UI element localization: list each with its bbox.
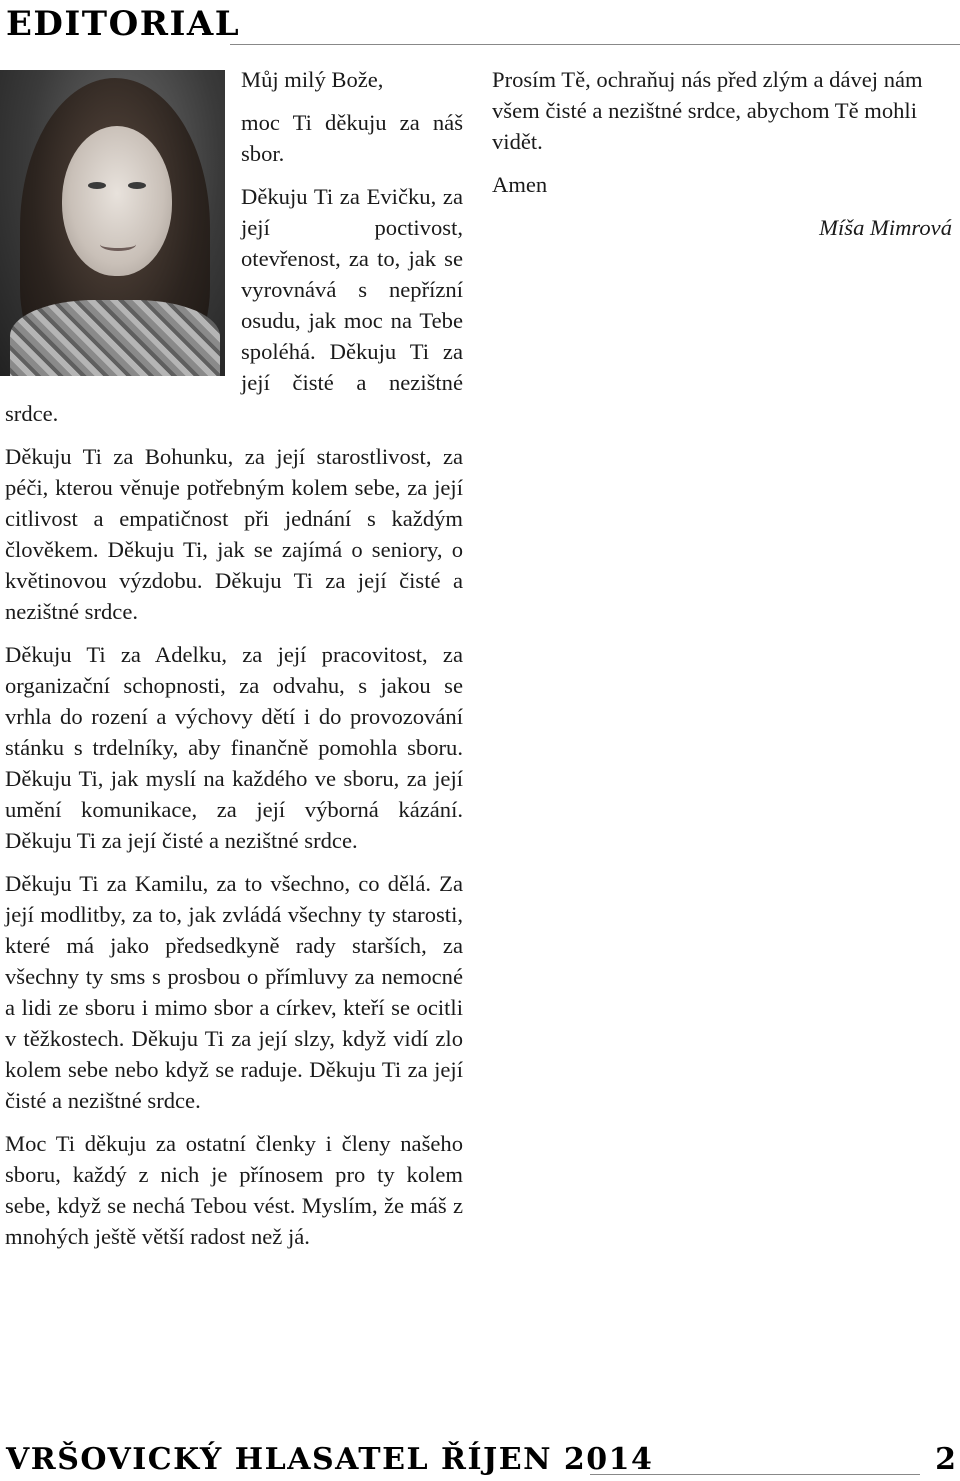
- publication-title: VRŠOVICKÝ HLASATEL ŘÍJEN 2014: [6, 1442, 654, 1477]
- section-title: EDITORIAL: [6, 4, 241, 44]
- paragraph: Děkuju Ti za Bohunku, za její starostlivost, za péči, kterou věnuje potřebným kolem sebe, za její citlivost a empatičnost při jednání s každým člověkem. Děkuju Ti, jak se zajímá o seniory, o květinovou výzdobu. Děkuju Ti za její čisté a nezištné srdce.: [5, 444, 463, 624]
- footer-divider: [590, 1474, 920, 1475]
- closing-amen: Amen: [492, 172, 548, 197]
- author-signature: Míša Mimrová: [819, 215, 952, 240]
- paragraph: Moc Ti děkuju za ostatní členky i členy našeho sboru, každý z nich je přínosem pro ty kolem sebe, když se nechá Tebou vést. Myslím, že máš z mnohých ještě větší radost než já.: [5, 1131, 463, 1249]
- page-number: 2: [935, 1442, 956, 1477]
- paragraph: Děkuju Ti za Evičku, za její poctivost, otevřenost, za to, jak se vyrovnává s nepřízní osudu, jak moc na Tebe spoléhá. Děkuju Ti za její čisté a nezištné srdce.: [5, 184, 463, 426]
- salutation: Můj milý Bože,: [241, 67, 384, 92]
- header-divider: [230, 44, 960, 45]
- paragraph: Děkuju Ti za Kamilu, za to všechno, co dělá. Za její modlitby, za to, jak zvládá všechny ty starosti, které má jako předsedkyně rady starších, za všechny ty sms s prosbou o přímluvy za nemocné a lidi ze sboru i mimo sbor a církev, kteří se ocitli v těžkostech. Děkuju Ti za její slzy, když vidí zlo kolem sebe nebo když se raduje. Děkuju Ti za její čisté a nezištné srdce.: [5, 871, 463, 1113]
- paragraph: moc Ti děkuju za náš sbor.: [241, 110, 463, 166]
- right-column: [492, 64, 952, 243]
- paragraph: Prosím Tě, ochraňuj nás před zlým a dávej nám všem čisté a nezištné srdce, abychom Tě mohli vidět.: [492, 67, 923, 154]
- author-photo: [0, 70, 225, 376]
- left-column: [5, 64, 463, 1264]
- paragraph: Děkuju Ti za Adelku, za její pracovitost, za organizační schopnosti, za odvahu, s jakou se vrhla do rození a výchovy dětí i do provozování stánku s trdelníky, aby finančně pomohla sboru. Děkuju Ti, jak myslí na každého ve sboru, za její umění komunikace, za její výborná kázání. Děkuju Ti za její čisté a nezištné srdce.: [5, 642, 463, 853]
